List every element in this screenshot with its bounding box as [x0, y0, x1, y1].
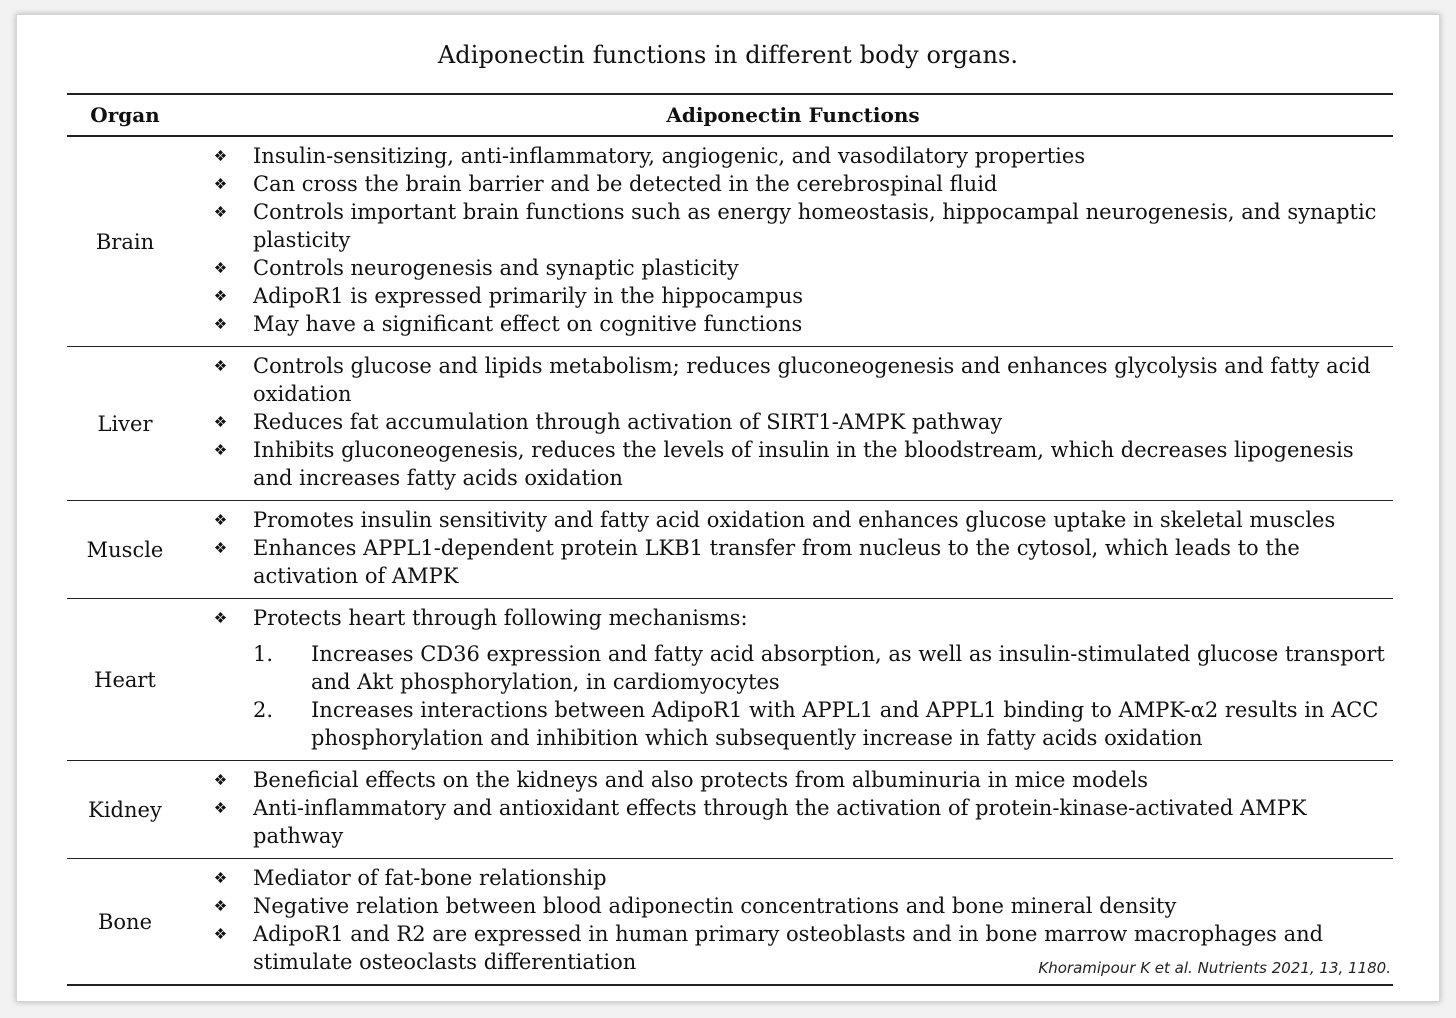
numbered-item — [183, 640, 1393, 696]
function-item — [183, 198, 1393, 254]
diamond-bullet-icon: ❖ — [213, 609, 228, 627]
function-text: AdipoR1 and R2 are expressed in human primary osteoblasts and in bone marrow macrophages and stimulate osteoclasts differentiation — [253, 922, 1324, 974]
item-number: 2. — [253, 698, 274, 722]
diamond-bullet-icon: ❖ — [213, 147, 228, 165]
function-item — [183, 506, 1393, 534]
function-item — [183, 892, 1393, 920]
organ-cell: Liver — [97, 411, 153, 436]
table-body — [67, 137, 1393, 984]
header-functions: Adiponectin Functions — [666, 103, 920, 127]
diamond-bullet-icon: ❖ — [213, 799, 228, 817]
function-item — [183, 534, 1393, 590]
functions-cell — [183, 761, 1393, 858]
header-organ: Organ — [90, 103, 160, 127]
function-item — [183, 142, 1393, 170]
function-item — [183, 436, 1393, 492]
function-item — [183, 408, 1393, 436]
diamond-bullet-icon: ❖ — [213, 203, 228, 221]
function-item — [183, 310, 1393, 338]
function-text: Negative relation between blood adiponectin concentrations and bone mineral density — [253, 894, 1177, 918]
diamond-bullet-icon: ❖ — [213, 869, 228, 887]
function-text: Controls important brain functions such as energy homeostasis, hippocampal neurogenesis, and synaptic plasticity — [253, 200, 1377, 252]
diamond-bullet-icon: ❖ — [213, 315, 228, 333]
numbered-list — [183, 640, 1393, 752]
function-text: Controls glucose and lipids metabolism; reduces gluconeogenesis and enhances glycolysis and fatty acid oxidation — [253, 354, 1371, 406]
organ-cell: Muscle — [86, 537, 164, 562]
functions-cell — [183, 599, 1393, 760]
function-item — [183, 170, 1393, 198]
organ-cell: Kidney — [88, 797, 162, 822]
diamond-bullet-icon: ❖ — [213, 539, 228, 557]
organ-cell: Brain — [95, 229, 155, 254]
diamond-bullet-icon: ❖ — [213, 925, 228, 943]
organ-cell: Bone — [97, 909, 153, 934]
function-text: Insulin-sensitizing, anti-inflammatory, angiogenic, and vasodilatory properties — [253, 144, 1086, 168]
diamond-bullet-icon: ❖ — [213, 357, 228, 375]
table-header — [67, 95, 1393, 137]
function-text: Beneficial effects on the kidneys and also protects from albuminuria in mice models — [253, 768, 1149, 792]
functions-table — [67, 93, 1393, 986]
diamond-bullet-icon: ❖ — [213, 897, 228, 915]
function-text: Reduces fat accumulation through activation of SIRT1-AMPK pathway — [253, 410, 1003, 434]
function-item — [183, 766, 1393, 794]
function-text: Mediator of fat-bone relationship — [253, 866, 607, 890]
diamond-bullet-icon: ❖ — [213, 287, 228, 305]
numbered-item-text: Increases CD36 expression and fatty acid absorption, as well as insulin-stimulated glucose transport and Akt phosphorylation, in cardiomyocytes — [311, 642, 1385, 694]
function-text: Inhibits gluconeogenesis, reduces the levels of insulin in the bloodstream, which decreases lipogenesis and increases fatty acids oxidation — [253, 438, 1354, 490]
function-item — [183, 604, 1393, 632]
function-text: AdipoR1 is expressed primarily in the hippocampus — [253, 284, 804, 308]
functions-cell — [183, 137, 1393, 346]
table-row-muscle — [67, 501, 1393, 599]
item-number: 1. — [253, 642, 274, 666]
function-item — [183, 254, 1393, 282]
function-item — [183, 864, 1393, 892]
table-row-heart — [67, 599, 1393, 761]
citation: Khoramipour K et al. Nutrients 2021, 13, 1180. — [1038, 959, 1391, 977]
function-text: Enhances APPL1-dependent protein LKB1 transfer from nucleus to the cytosol, which leads to the activation of AMPK — [253, 536, 1300, 588]
table-row-liver — [67, 347, 1393, 501]
numbered-item — [183, 696, 1393, 752]
functions-cell — [183, 347, 1393, 500]
function-item — [183, 282, 1393, 310]
diamond-bullet-icon: ❖ — [213, 413, 228, 431]
function-text: Controls neurogenesis and synaptic plasticity — [253, 256, 739, 280]
figure-card — [16, 14, 1440, 1002]
table-row-brain — [67, 137, 1393, 347]
table-title: Adiponectin functions in different body organs. — [437, 41, 1019, 69]
function-text: Anti-inflammatory and antioxidant effects through the activation of protein-kinase-activated AMPK pathway — [253, 796, 1307, 848]
numbered-item-text: Increases interactions between AdipoR1 with APPL1 and APPL1 binding to AMPK-α2 results in ACC phosphorylation and inhibition which subsequently increase in fatty acids oxidation — [311, 698, 1379, 750]
function-item — [183, 794, 1393, 850]
diamond-bullet-icon: ❖ — [213, 771, 228, 789]
organ-cell: Heart — [94, 667, 156, 692]
diamond-bullet-icon: ❖ — [213, 259, 228, 277]
functions-cell — [183, 501, 1393, 598]
function-item — [183, 352, 1393, 408]
diamond-bullet-icon: ❖ — [213, 511, 228, 529]
table-row-kidney — [67, 761, 1393, 859]
diamond-bullet-icon: ❖ — [213, 175, 228, 193]
function-text: May have a significant effect on cognitive functions — [253, 312, 803, 336]
function-text: Can cross the brain barrier and be detected in the cerebrospinal fluid — [253, 172, 998, 196]
function-text: Promotes insulin sensitivity and fatty acid oxidation and enhances glucose uptake in skeletal muscles — [253, 508, 1336, 532]
diamond-bullet-icon: ❖ — [213, 441, 228, 459]
function-text: Protects heart through following mechanisms: — [253, 606, 748, 630]
